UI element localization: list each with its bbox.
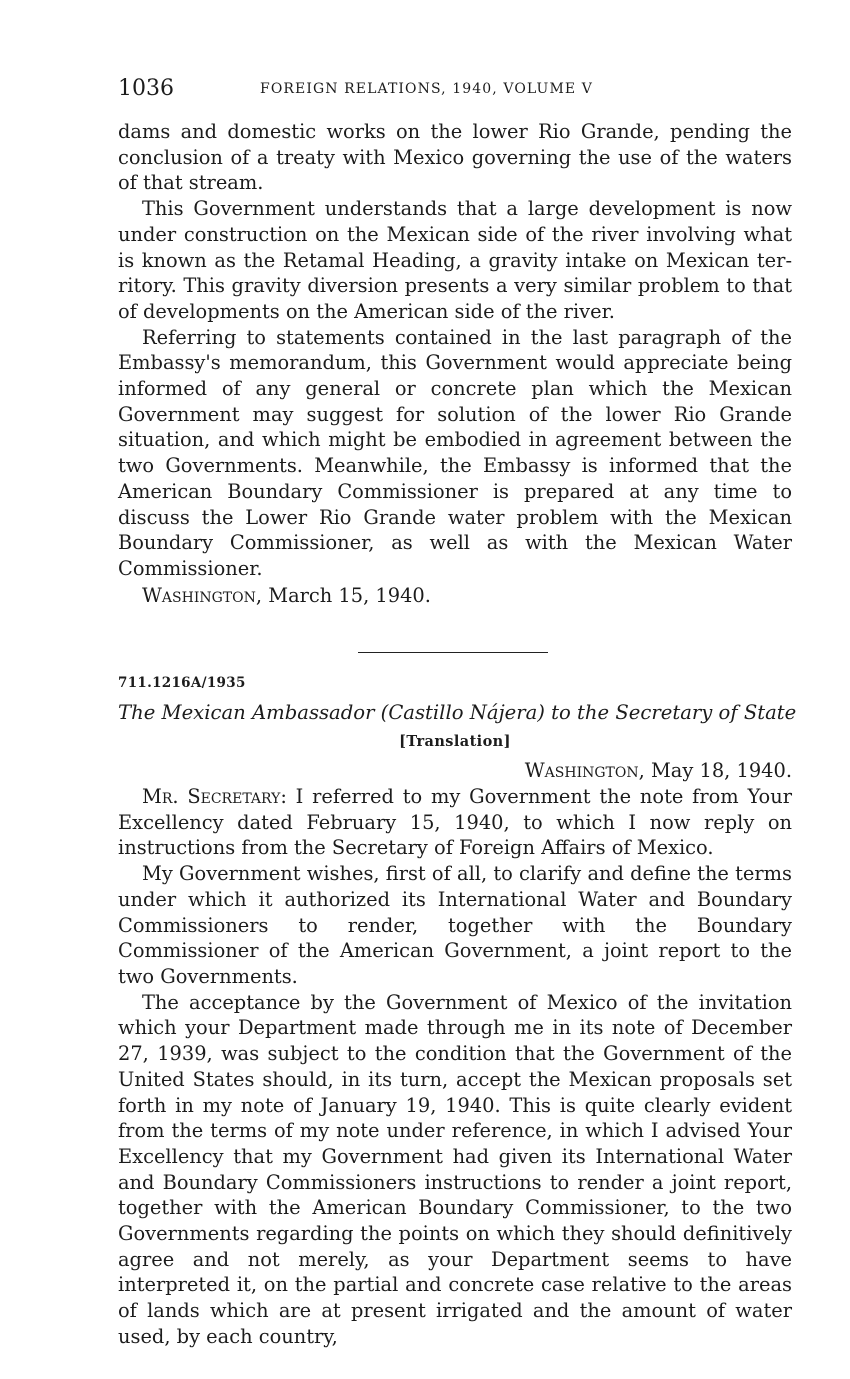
translation-note: [Translation] xyxy=(399,733,511,751)
document-heading: The Mexican Ambassador (Castillo Nájera) to the Secretary of State xyxy=(118,701,797,725)
dateline-place: Washington, xyxy=(524,759,645,783)
dateline xyxy=(118,758,792,784)
paragraph: The acceptance by the Government of Mexico of the invitation which your Department made through me in its note of December 27, 1939, was subject to the condition that the Government of the United States should, in its turn, accept the Mexican proposals set forth in my note of January 19, 1940. This is quite clearly evident from the terms of my note under reference, in which I advised Your Excellency that my Government had given its International Water and Boundary Commissioners instructions to render a joint report, together with the American Boundary Commissioner, to the two Governments regarding the points on which they should definitively agree and not merely, as your Department seems to have interpreted it, on the partial and concrete case relative to the areas of lands which are at present irrigated and the amount of water used, by each country, xyxy=(118,990,792,1348)
section-divider xyxy=(358,652,548,653)
section-mexican-note xyxy=(118,675,797,1349)
paragraph: Referring to statements contained in the last paragraph of the Embassy's memorandum, this Government would appreciate being informed of any general or concrete plan which the Mexican Government may suggest for solution of the lower Rio Grande situation, and which might be embodied in agreement between the two Governments. Meanwhile, the Embassy is informed that the American Boundary Commissioner is prepared at any time to discuss the Lower Rio Grande water problem with the Mexican Boundary Commissioner, as well as with the Mexican Water Commissioner. xyxy=(118,325,792,580)
paragraph xyxy=(118,784,792,861)
dateline-place: Washington, xyxy=(142,583,263,607)
running-title: FOREIGN RELATIONS, 1940, VOLUME V xyxy=(260,81,593,97)
paragraph: This Government understands that a large development is now under construction on the Mexican side of the river involving what is known as the Retamal Heading, a gravity intake on Mexican territory. This gravity diversion presents a very similar problem to that of developments on the American side of the river. xyxy=(118,197,792,323)
dateline-date: May 18, 1940. xyxy=(644,759,792,783)
dateline-date: March 15, 1940. xyxy=(262,583,431,607)
running-head xyxy=(118,76,792,106)
file-number: 711.1216A/1935 xyxy=(118,675,246,692)
paragraph: dams and domestic works on the lower Rio Grande, pending the conclusion of a treaty with Mexico governing the use of the waters of that stream. xyxy=(118,120,792,195)
paragraph-text: I referred to my Government the note from Your Excellency dated February 15, 1940, to which I now reply on instructions from the Secretary of Foreign Affairs of Mexico. xyxy=(118,785,792,860)
dateline xyxy=(118,583,792,609)
document-page xyxy=(118,76,797,1350)
paragraph: My Government wishes, first of all, to clarify and define the terms under which it authorized its International Water and Boundary Commissioners to render, together with the Boundary Commissioner of the American Government, a joint report to the two Governments. xyxy=(118,862,792,988)
salutation: Mr. Secretary: xyxy=(142,785,287,809)
page-number: 1036 xyxy=(118,76,174,101)
section-state-department-memo xyxy=(118,119,792,608)
